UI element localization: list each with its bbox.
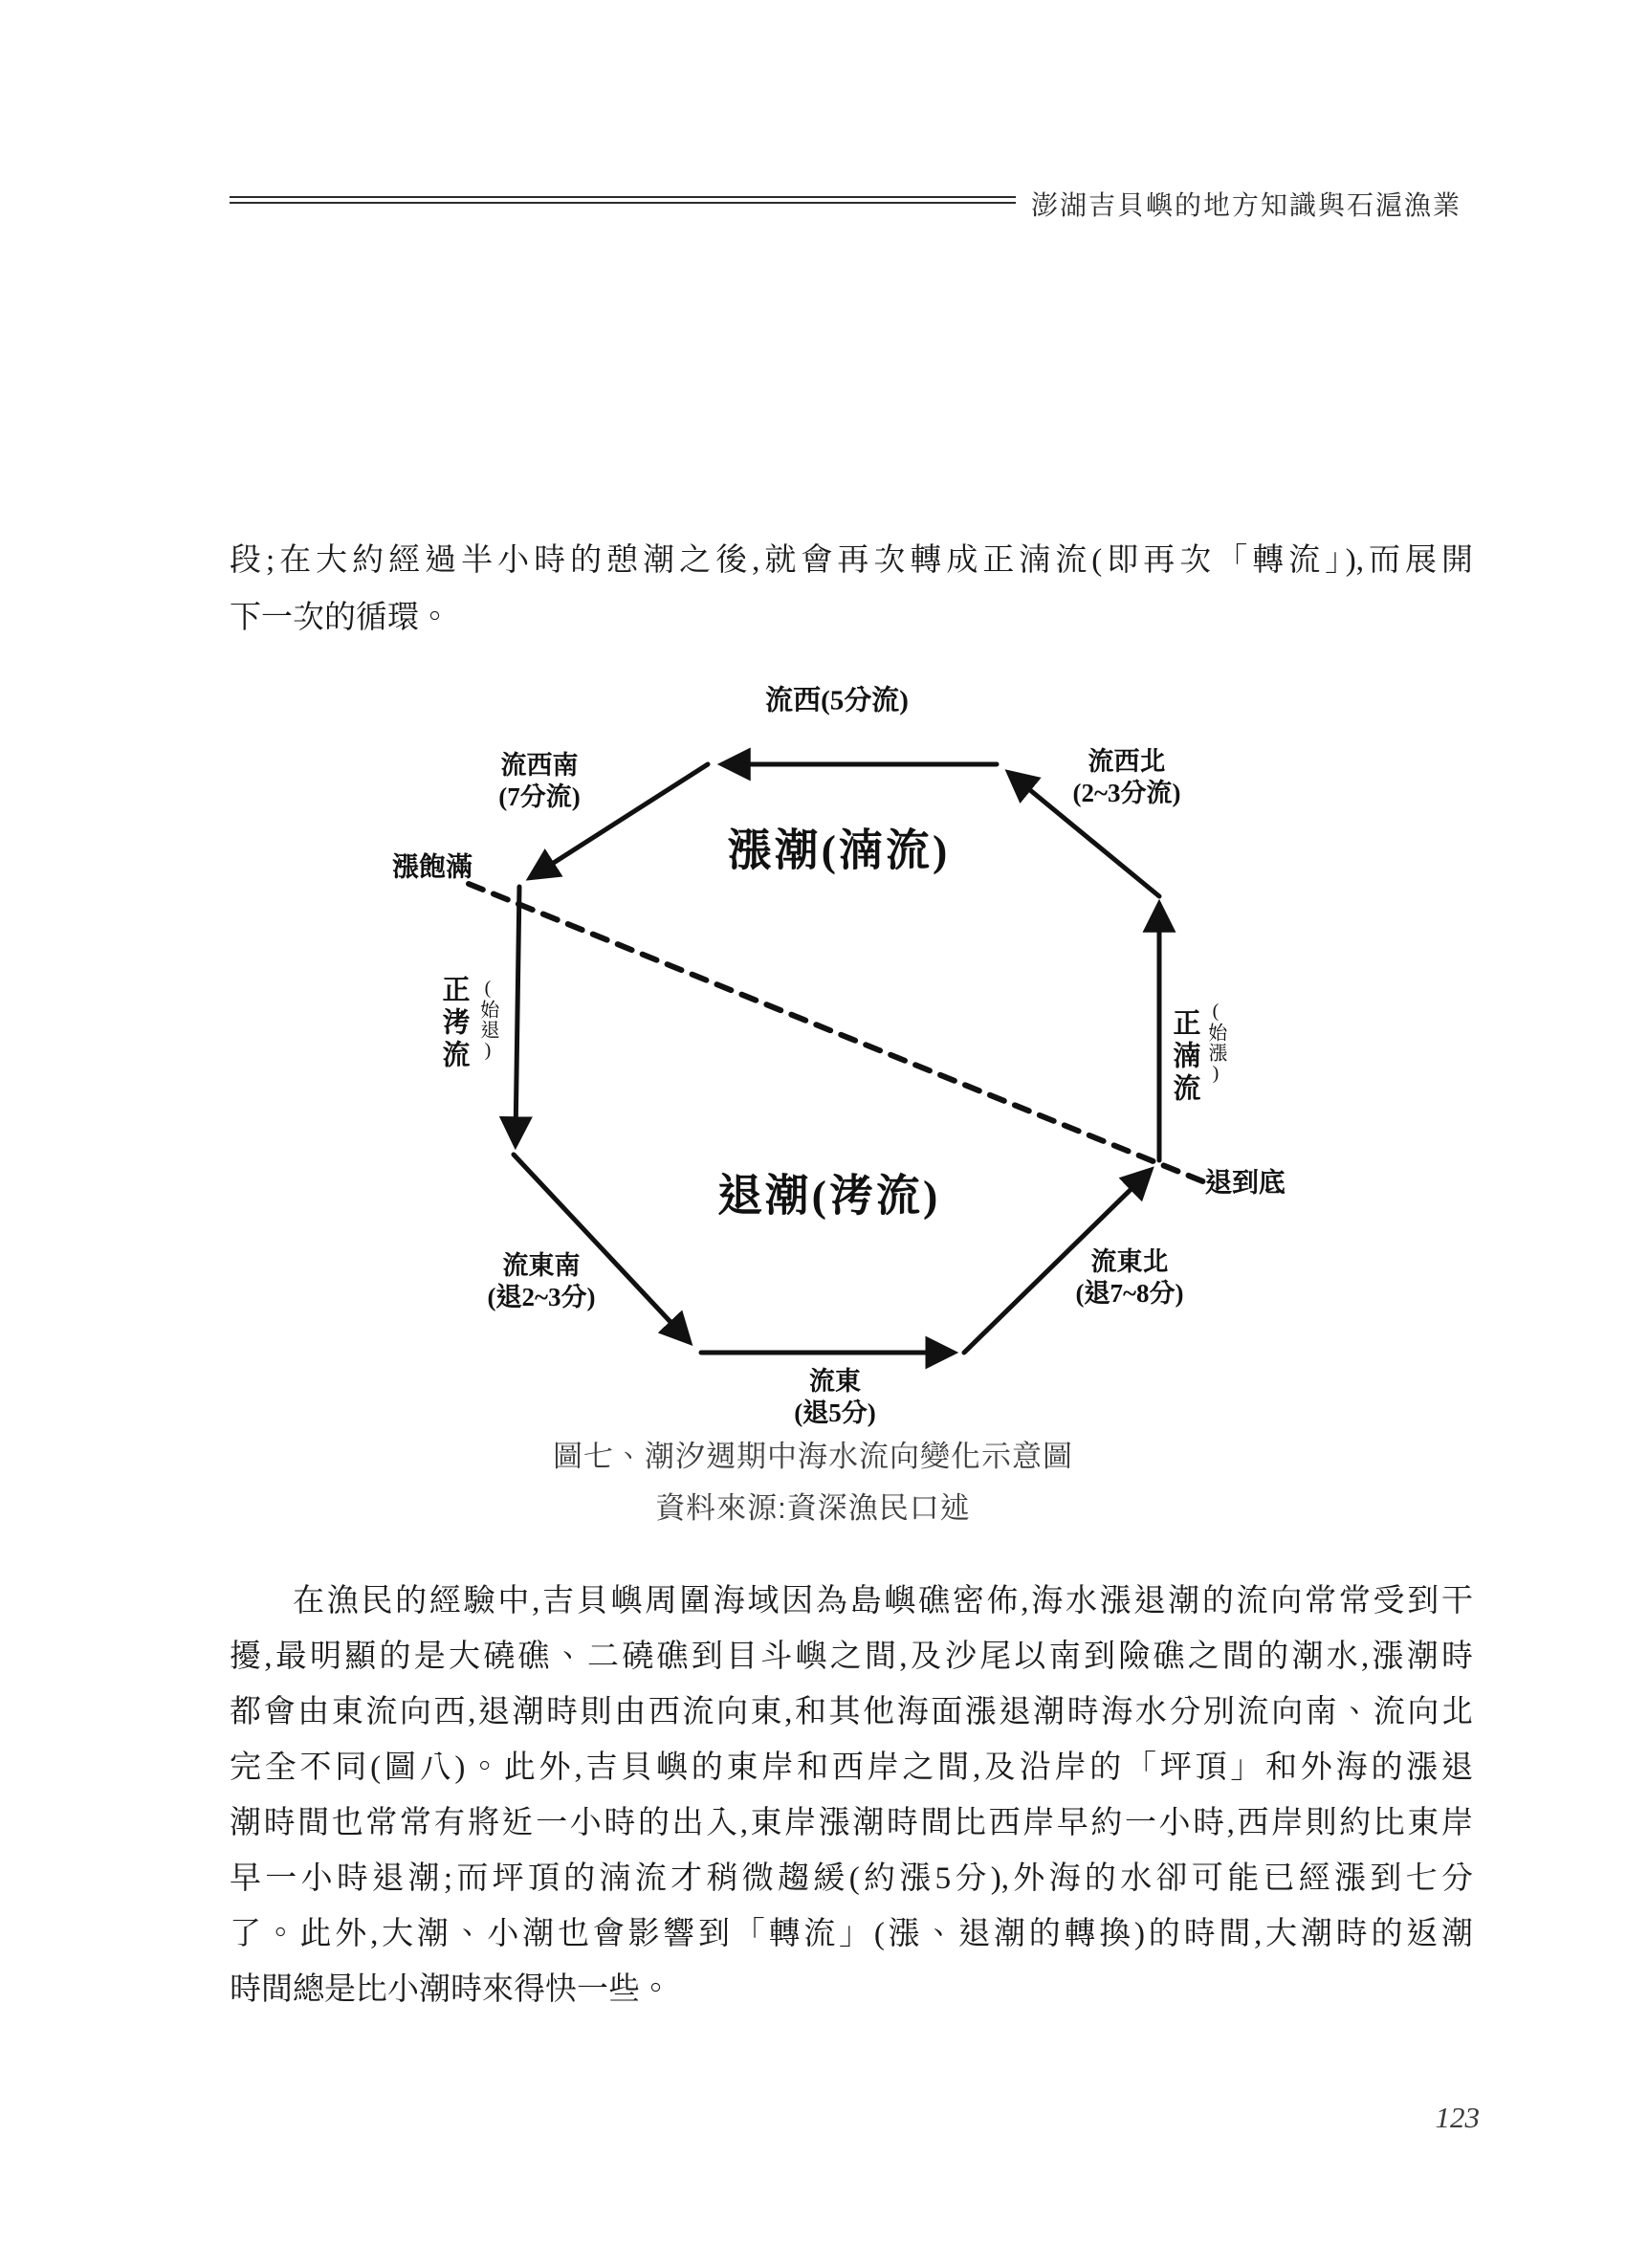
- flow-west-north-note: (2~3分流): [1072, 779, 1181, 807]
- body-line: 段;在大約經過半小時的憩潮之後,就會再次轉成正湳流(即再次「轉流」),而展開: [230, 543, 1473, 578]
- flow-east-north-label: [1075, 1246, 1183, 1310]
- flow-east-north-name: 流東北: [1090, 1247, 1169, 1276]
- flow-east-north-note: (退7~8分): [1075, 1279, 1184, 1308]
- ebb-start-label: 正洘流: [438, 975, 470, 1072]
- figure-caption-title: 圖七、潮汐週期中海水流向變化示意圖: [553, 1440, 1073, 1473]
- flow-west-north-label: [1072, 746, 1180, 809]
- page-number: 123: [1435, 2101, 1480, 2134]
- body-line: 潮時間也常常有將近一小時的出入,東岸漲潮時間比西岸早約一小時,西岸則約比東岸: [230, 1806, 1473, 1840]
- rising-tide-half-label: 漲潮(湳流): [727, 826, 951, 875]
- body-line: 下一次的循環。: [230, 601, 450, 635]
- ebbing-tide-half-label: 退潮(洘流): [717, 1171, 941, 1221]
- flow-west-south-note: (7分流): [498, 782, 581, 811]
- paragraph-2: [230, 1574, 1473, 2017]
- body-line: 完全不同(圖八)。此外,吉貝嶼的東岸和西岸之間,及沿岸的「坪頂」和外海的漲退: [230, 1751, 1473, 1785]
- header-divider-rule: [230, 196, 1016, 204]
- rise-start-note: (始漲): [1205, 1001, 1226, 1085]
- ebb-bottom-vertex-label: 退到底: [1204, 1168, 1286, 1199]
- running-header-title: 澎湖吉貝嶼的地方知識與石滬漁業: [1031, 190, 1462, 220]
- flow-west-south-label: [498, 750, 580, 813]
- ebb-start-note: (始退): [477, 978, 498, 1062]
- body-line: 擾,最明顯的是大磽礁、二磽礁到目斗嶼之間,及沙尾以南到險礁之間的潮水,漲潮時: [230, 1640, 1473, 1674]
- flow-east-note: (退5分): [794, 1398, 876, 1427]
- paragraph-1: [230, 532, 1473, 647]
- body-line: 了。此外,大潮、小潮也會影響到「轉流」(漲、退潮的轉換)的時間,大潮時的返潮: [230, 1917, 1473, 1951]
- flow-west-label: 流西(5分流): [765, 685, 909, 716]
- rise-start-label: 正湳流: [1169, 1008, 1200, 1106]
- tide-divider-dashed-line: [469, 884, 1205, 1182]
- flow-west-north-name: 流西北: [1088, 747, 1166, 776]
- edge-left-ebb-start: [516, 887, 519, 1138]
- flow-east-south-name: 流東南: [502, 1251, 581, 1280]
- body-line: 時間總是比小潮時來得快一些。: [230, 1972, 671, 2007]
- flow-east-name: 流東: [808, 1367, 861, 1396]
- flow-west-south-name: 流西南: [500, 751, 579, 780]
- figure-caption-source: 資料來源:資深漁民口述: [655, 1491, 971, 1525]
- body-line: 早一小時退潮;而坪頂的湳流才稍微趨緩(約漲5分),外海的水卻可能已經漲到七分: [230, 1861, 1473, 1896]
- flow-east-south-note: (退2~3分): [487, 1283, 596, 1311]
- body-line: 在漁民的經驗中,吉貝嶼周圍海域因為島嶼礁密佈,海水漲退潮的流向常常受到干: [293, 1584, 1473, 1618]
- flow-east-south-label: [487, 1250, 595, 1313]
- full-tide-vertex-label: 漲飽滿: [391, 852, 473, 883]
- body-line: 都會由東流向西,退潮時則由西流向東,和其他海面漲退潮時海水分別流向南、流向北: [230, 1695, 1473, 1729]
- flow-east-label: [794, 1366, 875, 1429]
